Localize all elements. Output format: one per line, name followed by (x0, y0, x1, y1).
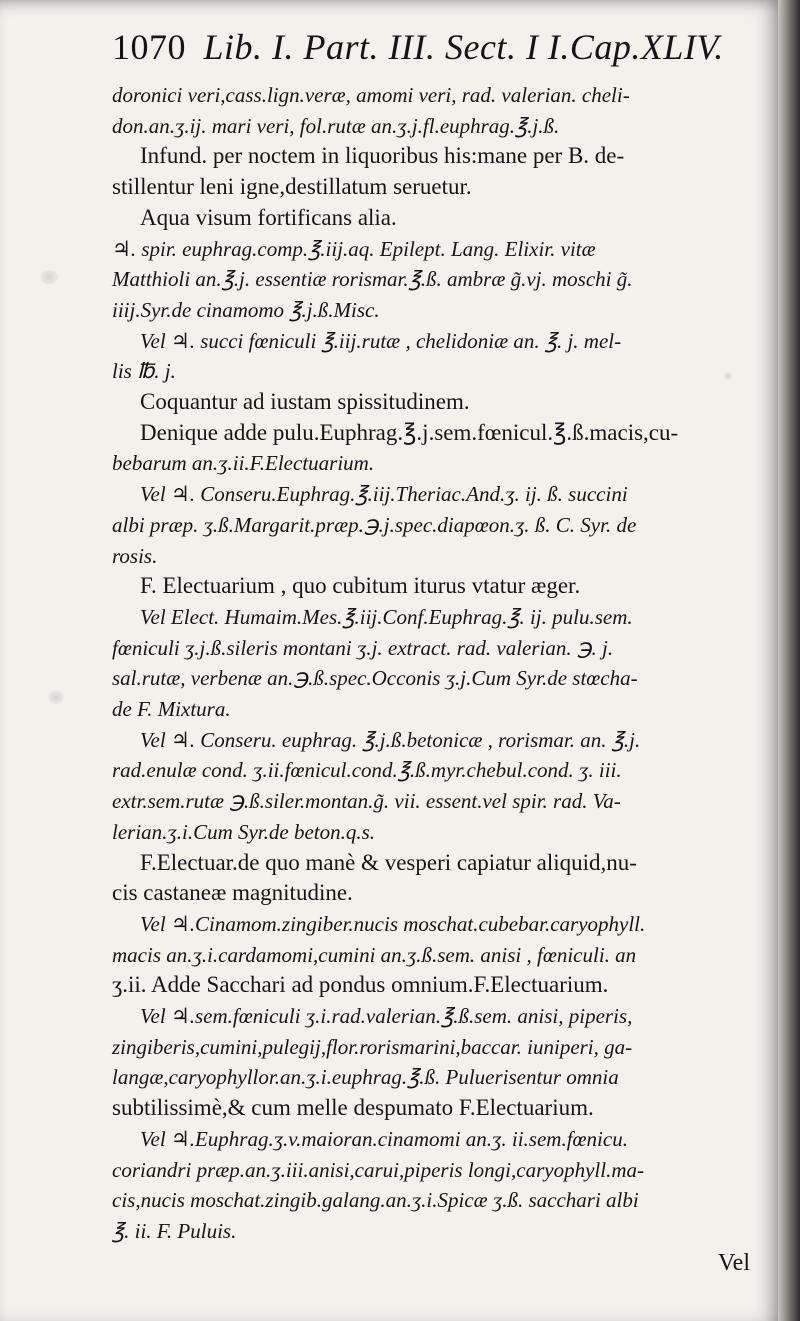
text-line: lerian.ʒ.i.Cum Syr.de beton.q.s. (112, 820, 376, 844)
text-line: ℥. ii. F. Puluis. (112, 1219, 237, 1243)
text-line: sal.rutæ, verbenæ an.℈.ß.spec.Occonis ʒ.j.Cum Syr.de stœcha- (112, 666, 638, 690)
text-line: Infund. per noctem in liquoribus his:mane per B. de- (140, 143, 625, 168)
text-line: Coquantur ad iustam spissitudinem. (140, 389, 470, 414)
text-line: cis castaneæ magnitudine. (112, 880, 353, 905)
text-line: ʒ.ii. Adde Sacchari ad pondus omnium.F.Electuarium. (112, 972, 609, 997)
running-header (112, 26, 724, 68)
text-line: F.Electuar.de quo manè & vesperi capiatur aliquid,nu- (140, 850, 637, 875)
text-line: don.an.ʒ.ij. mari veri, fol.rutæ an.ʒ.j.fl.euphrag.℥.j.ß. (112, 114, 560, 138)
catchword: Vel (718, 1250, 750, 1276)
ink-smudge (40, 270, 58, 284)
text-line: Denique adde pulu.Euphrag.℥.j.sem.fœnicul.℥.ß.macis,cu- (140, 420, 679, 445)
page-edge-shadow (778, 0, 800, 1321)
text-line: rosis. (112, 544, 158, 568)
text-line: Vel ♃.Cinamom.zingiber.nucis moschat.cubebar.caryophyll. (140, 912, 646, 936)
text-line: iiij.Syr.de cinamomo ℥.j.ß.Misc. (112, 298, 380, 322)
text-line: F. Electuarium , quo cubitum iturus vtatur æger. (140, 573, 581, 598)
text-line: bebarum an.ʒ.ii.F.Electuarium. (112, 451, 375, 475)
text-line: cis,nucis moschat.zingib.galang.an.ʒ.i.Spicæ ʒ.ß. sacchari albi (112, 1188, 639, 1212)
text-line: Vel ♃.sem.fœniculi ʒ.i.rad.valerian.℥.ß.sem. anisi, piperis, (140, 1004, 633, 1028)
text-line: Vel ♃. Conseru. euphrag. ℥.j.ß.betonicæ , rorismar. an. ℥.j. (140, 728, 641, 752)
text-line: de F. Mixtura. (112, 697, 231, 721)
text-line: Aqua visum fortificans alia. (140, 205, 397, 230)
ink-smudge (724, 372, 732, 380)
text-line: fœniculi ʒ.j.ß.sileris montani ʒ.j. extract. rad. valerian. ℈. j. (112, 636, 614, 660)
text-line: extr.sem.rutæ ℈.ß.siler.montan.g̃. vii. essent.vel spir. rad. Va- (112, 789, 621, 813)
text-line: langæ,caryophyllor.an.ʒ.i.euphrag.℥.ß. Puluerisentur omnia (112, 1065, 619, 1089)
text-line: lis ℔. j. (112, 359, 176, 383)
ink-smudge (48, 690, 64, 704)
text-line: zingiberis,cumini,pulegij,flor.rorismarini,baccar. iuniperi, ga- (112, 1035, 633, 1059)
text-line: Vel ♃. succi fœniculi ℥.iij.rutæ , chelidoniæ an. ℥. j. mel- (140, 329, 622, 353)
text-line: albi præp. ʒ.ß.Margarit.præp.℈.j.spec.diapœon.ʒ. ß. C. Syr. de (112, 513, 637, 537)
text-line: subtilissimè,& cum melle despumato F.Electuarium. (112, 1095, 594, 1120)
running-title: Lib. I. Part. III. Sect. I I.Cap.XLIV. (203, 27, 724, 67)
text-line: Vel ♃. Conseru.Euphrag.℥.iij.Theriac.And.ʒ. ij. ß. succini (140, 482, 628, 506)
page-number: 1070 (112, 27, 186, 67)
text-line: coriandri præp.an.ʒ.iii.anisi,carui,piperis longi,caryophyll.ma- (112, 1158, 644, 1182)
text-line: macis an.ʒ.i.cardamomi,cumini an.ʒ.ß.sem. anisi , fœniculi. an (112, 943, 637, 967)
text-line: Matthioli an.℥.j. essentiæ rorismar.℥.ß. ambræ g̃.vj. moschi g̃. (112, 267, 633, 291)
text-line: Vel ♃.Euphrag.ʒ.v.maioran.cinamomi an.ʒ. ii.sem.fœnicu. (140, 1127, 628, 1151)
text-line: stillentur leni igne,destillatum seruetur. (112, 174, 472, 199)
text-line: ♃. spir. euphrag.comp.℥.iij.aq. Epilept. Lang. Elixir. vitæ (112, 237, 596, 261)
text-line: doronici veri,cass.lign.veræ, amomi veri, rad. valerian. cheli- (112, 83, 630, 107)
text-line: rad.enulæ cond. ʒ.ii.fœnicul.cond.℥.ß.myr.chebul.cond. ʒ. iii. (112, 758, 622, 782)
text-line: Vel Elect. Humaim.Mes.℥.iij.Conf.Euphrag.℥. ij. pulu.sem. (140, 605, 633, 629)
